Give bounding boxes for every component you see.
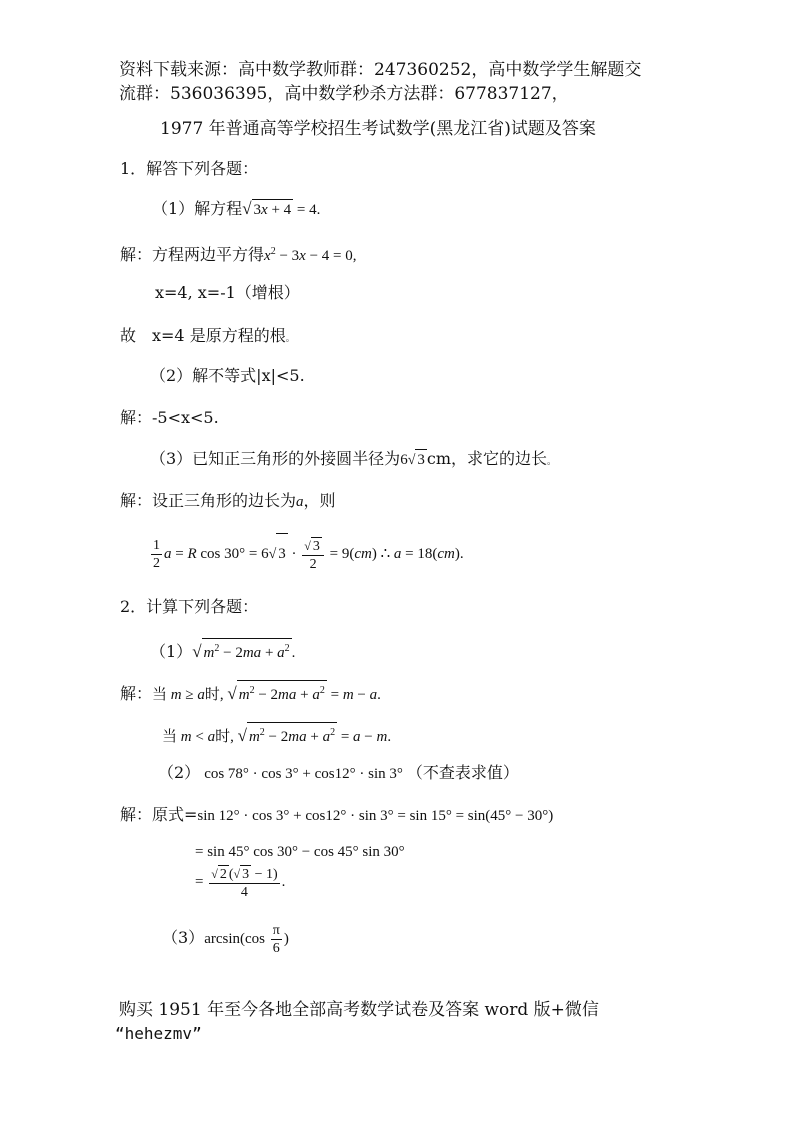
q2-problem-2 xyxy=(158,763,519,784)
footer-line-2: “hehezmv” xyxy=(115,1024,202,1043)
q2-answer-1a xyxy=(120,680,381,705)
q1-heading: 1．解答下列各题： xyxy=(120,159,259,178)
q1-p1-formula: √ 3x + 4 = 4. xyxy=(242,199,321,218)
q1-a1-conclusion-text: 故 x=4 是原方程的根 xyxy=(120,326,286,345)
q1-a3-formula: $\frac{1}{2}$ a = R cos 30° = 6√ 3 · $\frac{√ 3}{2}$ = 9(cm) ∴ a = 18(cm). xyxy=(149,533,464,573)
q2-problem-1 xyxy=(150,638,295,663)
q1-problem-3: （3）已知正三角形的外接圆半径为6√ 3 cm，求它的边长。 xyxy=(150,449,557,468)
q1-a1-conclusion: 故 x=4 是原方程的根。 xyxy=(120,326,295,345)
q1-p3-formula: 6√ 3 xyxy=(400,452,427,468)
q1-answer-1 xyxy=(120,242,357,266)
q1-a1-roots: x=4, x=-1（增根） xyxy=(155,283,300,302)
q2-p3-label: （3） xyxy=(162,928,205,947)
q2-p2-formula: cos 78° · cos 3° + cos12° · sin 3° xyxy=(204,766,403,782)
q2-p2-note: （不查表求值） xyxy=(406,763,519,782)
q2-a2-line2: = sin 45° cos 30° − cos 45° sin 30° xyxy=(195,844,405,860)
q2-a1a-formula: 当 m ≥ a时, √ $m^2 - 2ma + a^2 = m - a$. xyxy=(152,687,381,703)
q2-problem-3 xyxy=(162,918,289,958)
q1-problem-2: （2）解不等式|x|<5. xyxy=(150,366,305,385)
q2-a2-line3: = $\frac{√ 2 (√ 3 - 1)}{4}$ . xyxy=(195,866,286,900)
q1-a3-var: a xyxy=(296,494,304,510)
q1-p1-label: （1）解方程 xyxy=(152,199,243,218)
q1-answer-2: 解：-5<x<5. xyxy=(120,408,219,427)
footer-line-1: 购买 1951 年至今各地全部高考数学试卷及答案 word 版+微信 xyxy=(119,1000,599,1020)
q2-a2-line1: sin 12° · cos 3° + cos12° · sin 3° = sin 15° = sin(45° − 30°) xyxy=(197,808,554,824)
q2-a2-label: 解：原式= xyxy=(120,805,198,824)
q1-a1-label: 解：方程两边平方得 xyxy=(120,245,265,264)
header-line-2: 流群：536036395，高中数学秒杀方法群：677837127， xyxy=(119,84,569,104)
q1-p3-text-b: cm，求它的边长 xyxy=(426,449,548,468)
q1-answer-3 xyxy=(120,491,336,512)
page-title: 1977 年普通高等学校招生考试数学(黑龙江省)试题及答案 xyxy=(160,119,596,139)
q1-a3-then: ，则 xyxy=(303,491,336,510)
q2-p3-formula: arcsin(cos $\frac{\pi}{6}$ ) xyxy=(204,923,289,957)
header-line-1: 资料下载来源：高中数学教师群：247360252，高中数学学生解题交 xyxy=(119,60,642,80)
q2-p2-label: （2） xyxy=(158,763,201,782)
q1-a3-label: 解：设正三角形的边长为 xyxy=(120,491,297,510)
q2-p1-label: （1） xyxy=(150,642,193,661)
q2-p1-formula: √ $m^2 - 2ma + a^2$ . xyxy=(192,645,295,661)
q1-problem-1 xyxy=(152,199,320,220)
q2-answer-1b: 当 m < a时, √ $m^2 - 2ma + a^2 = a - m$. xyxy=(162,722,391,747)
q1-p3-text-a: （3）已知正三角形的外接圆半径为 xyxy=(150,449,401,468)
q2-answer-2 xyxy=(120,805,553,826)
q1-a1-formula: $x^2 - 3x - 4 = 0$, xyxy=(264,246,357,264)
q2-a1-label: 解： xyxy=(120,684,153,703)
q2-heading: 2．计算下列各题： xyxy=(120,597,259,616)
